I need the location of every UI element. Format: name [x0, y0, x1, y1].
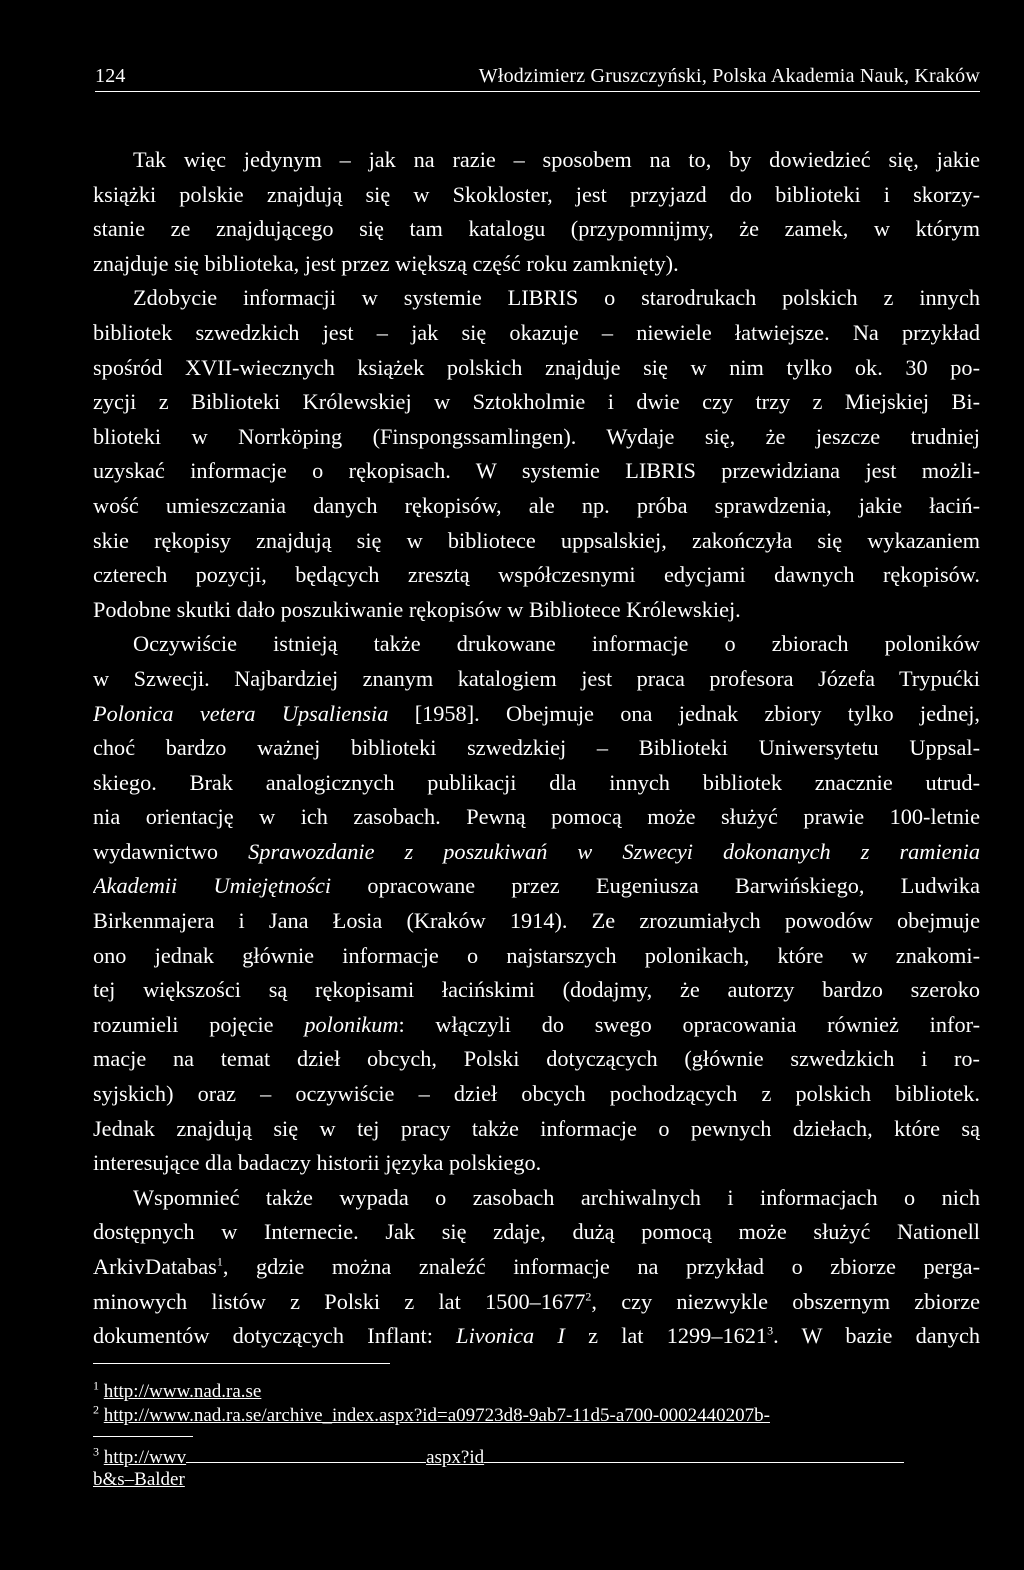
page-number: 124 [95, 65, 126, 87]
body-text [93, 143, 980, 1354]
footnotes [93, 1380, 980, 1492]
text-line: Jednak znajdują się w tej pracy także informacje o pewnych dziełach, które są [93, 1115, 980, 1141]
header-rule [95, 91, 980, 92]
text-line: znajduje się biblioteka, jest przez większą część roku zamknięty). [93, 250, 679, 276]
text-line: uzyskać informacje o rękopisach. W systemie LIBRIS przewidziana jest możli- [93, 458, 980, 484]
text-line: Tak więc jedynym – jak na razie – sposobem na to, by dowiedzieć się, jakie [133, 147, 980, 172]
text-line: macje na temat dzieł obcych, Polski dotyczących (głównie szwedzkich i ro- [93, 1046, 980, 1072]
text-line: w Szwecji. Najbardziej znanym katalogiem jest praca profesora Józefa Trypućki [93, 665, 980, 691]
text-line: spośród XVII-wiecznych książek polskich znajduje się w nim tylko ok. 30 po- [93, 354, 980, 380]
text-line: bibliotek szwedzkich jest – jak się okazuje – niewiele łatwiejsze. Na przykład [93, 319, 980, 345]
footnote-ref[interactable]: 1 [216, 1254, 223, 1269]
footnote-ref[interactable]: 3 [767, 1323, 774, 1338]
text-line: choć bardzo ważnej biblioteki szwedzkiej – Biblioteki Uniwersytetu Uppsal- [93, 735, 980, 761]
text-line: Oczywiście istnieją także drukowane informacje o zbiorach poloników [133, 631, 980, 657]
footnote: $^3$ http://wwv aspx?id [93, 1444, 980, 1468]
footnote-link[interactable]: http://wwv [103, 1447, 187, 1468]
text-line: ono jednak głównie informacje o najstarszych polonikach, które w znakomi- [93, 942, 980, 968]
text-line: Birkenmajera i Jana Łosia (Kraków 1914). Ze zrozumiałych powodów obejmuje [93, 908, 980, 934]
text-line: dostępnych w Internecie. Jak się zdaje, dużą pomocą może służyć Nationell [93, 1219, 980, 1245]
text-line: syjskich) oraz – oczywiście – dzieł obcych pochodzących z polskich bibliotek. [93, 1081, 980, 1107]
footnote: $^2$ http://www.nad.ra.se/archive_index.aspx?id=a09723d8-9ab7-11d5-a700-0002440207b- [93, 1402, 770, 1426]
book-title: Polonica vetera Upsaliensia [93, 700, 389, 726]
text-line: książki polskie znajdują się w Skokloster, jest przyjazd do biblioteki i skorzy- [93, 181, 980, 207]
text-line: stanie ze znajdującego się tam katalogu (przypomnijmy, że zamek, w którym [93, 216, 980, 242]
footnote-ref[interactable]: 2 [585, 1289, 592, 1304]
text-line: wość umieszczania danych rękopisów, ale np. próba sprawdzenia, jakie łaciń- [93, 492, 980, 518]
footnote-separator [93, 1363, 390, 1364]
underline-rule [484, 1444, 904, 1463]
redaction-gap [186, 1444, 426, 1463]
text-line: rozumieli pojęcie polonikum: włączyli do swego opracowania również infor- [93, 1011, 980, 1037]
book-title: Livonica I [456, 1323, 565, 1349]
footnote-divider [93, 1436, 193, 1437]
text-line: ArkivDatabas$^1$, gdzie można znaleźć informacje na przykład o zbiorze perga- [93, 1254, 980, 1279]
text-line: skie rękopisy znajdują się w bibliotece uppsalskiej, zakończyła się wykazaniem [93, 527, 980, 553]
book-title: Akademii Umiejętności [93, 873, 332, 899]
text-line: zycji z Biblioteki Królewskiej w Sztokholmie i dwie czy trzy z Miejskiej Bi- [93, 389, 980, 415]
text-line: dokumentów dotyczących Inflant: Livonica I z lat 1299–1621$^3$. W bazie danych [93, 1323, 980, 1349]
text-line: Podobne skutki dało poszukiwanie rękopisów w Bibliotece Królewskiej. [93, 596, 741, 622]
text-line: interesujące dla badaczy historii języka polskiego. [93, 1150, 542, 1176]
text-line: minowych listów z Polski z lat 1500–1677$^2$, czy niezwykle obszernym zbiorze [93, 1288, 980, 1314]
text-line: Zdobycie informacji w systemie LIBRIS o starodrukach polskich z innych [133, 285, 980, 311]
text-line: czterech pozycji, będących zresztą współczesnymi edycjami dawnych rękopisów. [93, 562, 980, 588]
footnote: $^1$ http://www.nad.ra.se [93, 1378, 262, 1402]
book-title: Sprawozdanie z poszukiwań w Szwecyi dokonanych z ramienia [248, 838, 980, 864]
text-line: Polonica vetera Upsaliensia [1958]. Obejmuje ona jednak zbiory tylko jednej, [93, 700, 980, 726]
footnote-link[interactable]: http://www.nad.ra.se [103, 1381, 262, 1402]
footnote-link[interactable]: aspx?id [426, 1447, 485, 1468]
text-line: blioteki w Norrköping (Finspongssamlingen). Wydaje się, że jeszcze trudniej [93, 423, 980, 449]
text-line: tej większości są rękopisami łacińskimi (dodajmy, że autorzy bardzo szeroko [93, 977, 980, 1003]
text-line: nia orientację w ich zasobach. Pewną pomocą może służyć prawie 100-letnie [93, 804, 980, 830]
text-line: skiego. Brak analogicznych publikacji dla innych bibliotek znacznie utrud- [93, 769, 980, 795]
running-head: Włodzimierz Gruszczyński, Polska Akademia Nauk, Kraków [478, 65, 980, 87]
term: polonikum [304, 1011, 399, 1037]
footnote-continuation [93, 1468, 980, 1492]
footnote-link[interactable]: http://www.nad.ra.se/archive_index.aspx?id=a09723d8-9ab7-11d5-a700-0002440207b- [103, 1405, 770, 1426]
text-line: wydawnictwo Sprawozdanie z poszukiwań w Szwecyi dokonanych z ramienia [93, 838, 980, 864]
text-line: Akademii Umiejętności opracowane przez Eugeniusza Barwińskiego, Ludwika [93, 873, 980, 899]
text-line: Wspomnieć także wypada o zasobach archiwalnych i informacjach o nich [133, 1184, 980, 1210]
footnote-link[interactable]: b&s–Balder [93, 1469, 185, 1490]
